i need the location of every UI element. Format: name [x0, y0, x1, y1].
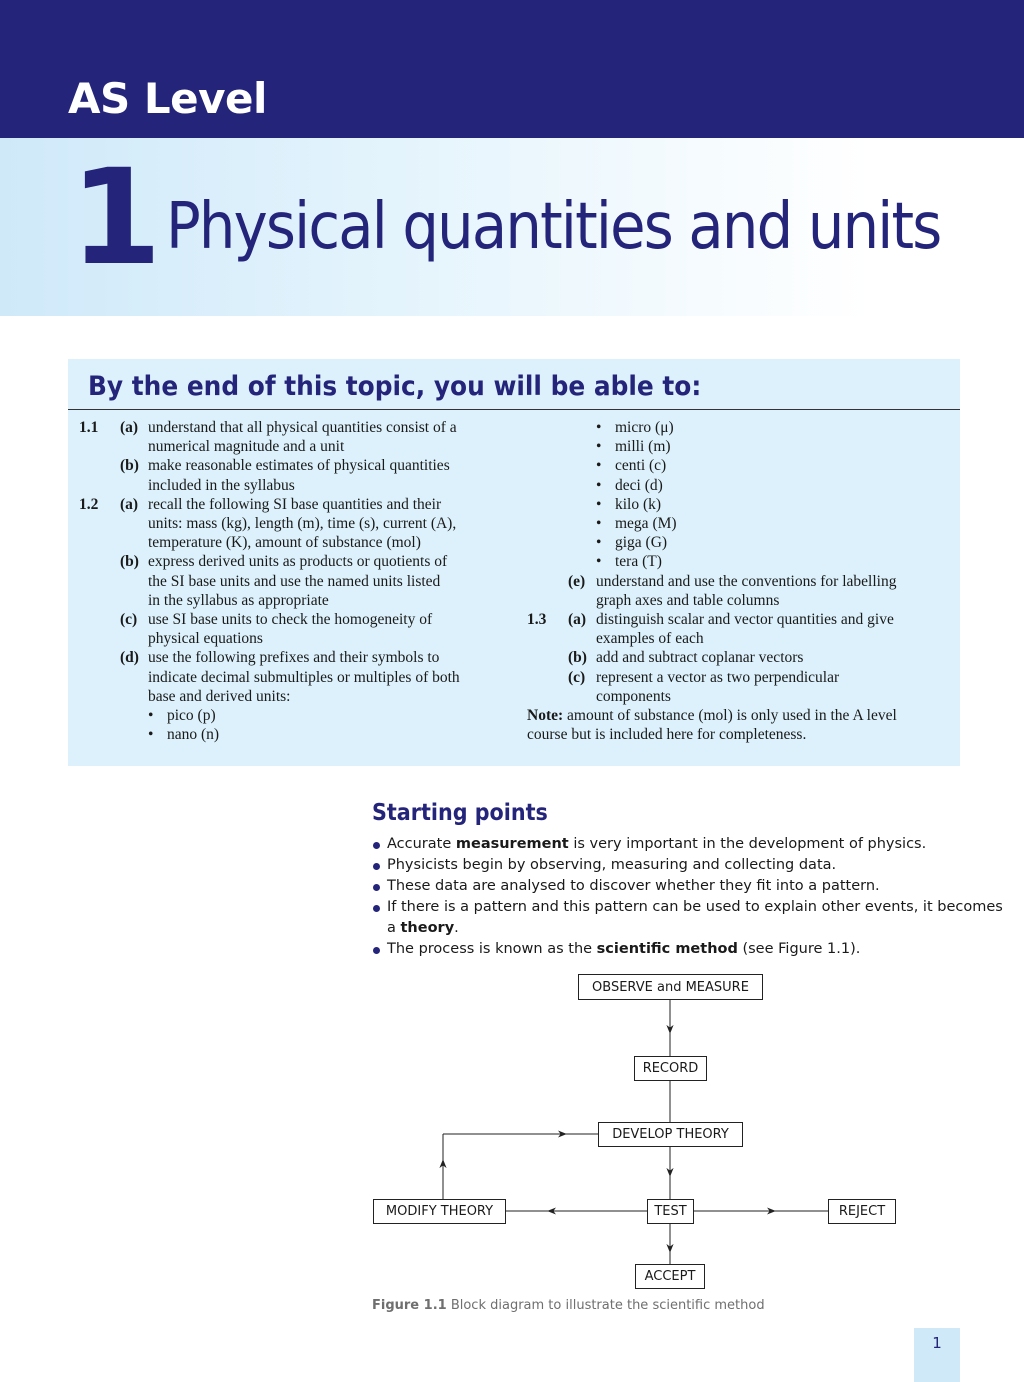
- key-term: theory: [400, 920, 455, 936]
- text-span: a: [387, 920, 401, 936]
- learning-objectives-box: [68, 359, 960, 766]
- starting-point-text: [387, 876, 880, 897]
- objective-text: the SI base units and use the named units listed: [148, 572, 441, 590]
- objective-text: base and derived units:: [148, 687, 291, 705]
- text-span: (see Figure 1.1).: [737, 941, 861, 957]
- modify-theory-box: MODIFY THEORY: [373, 1199, 506, 1224]
- figure-label: Figure 1.1: [372, 1298, 447, 1313]
- observe-measure-box: OBSERVE and MEASURE: [578, 974, 763, 1000]
- prefix-bullet: •: [596, 438, 602, 456]
- objective-text: make reasonable estimates of physical quantities: [148, 457, 450, 475]
- bullet-icon: [373, 947, 380, 954]
- develop-theory-box: DEVELOP THEORY: [598, 1122, 743, 1147]
- figure-caption: [372, 1298, 765, 1313]
- prefix-bullet: •: [148, 726, 154, 744]
- reject-box: REJECT: [828, 1199, 896, 1224]
- text-span: Physicists begin by observing, measuring and collecting data.: [387, 857, 837, 873]
- prefix-item: micro (μ): [615, 419, 674, 436]
- objective-text: included in the syllabus: [148, 476, 295, 494]
- note-label: Note:: [527, 707, 564, 724]
- objective-letter: (e): [568, 572, 586, 590]
- prefix-bullet: •: [596, 476, 602, 494]
- record-box: RECORD: [634, 1056, 707, 1081]
- prefix-bullet: •: [596, 534, 602, 552]
- objective-text: use the following prefixes and their symbols to: [148, 649, 440, 667]
- prefix-bullet: •: [148, 707, 154, 724]
- objectives-divider: [68, 409, 960, 410]
- objective-text: understand that all physical quantities consist of a: [148, 419, 457, 436]
- prefix-item: giga (G): [615, 534, 668, 552]
- objective-letter: (d): [120, 649, 139, 667]
- prefix-item: tera (T): [615, 553, 662, 571]
- prefix-item: kilo (k): [615, 495, 662, 513]
- accept-box: ACCEPT: [635, 1264, 705, 1289]
- objective-text: numerical magnitude and a unit: [148, 438, 345, 456]
- text-span: These data are analysed to discover whether they fit into a pattern.: [387, 878, 880, 894]
- chapter-number: 1: [70, 141, 162, 295]
- prefix-item: milli (m): [615, 438, 671, 456]
- objective-text: physical equations: [148, 630, 263, 648]
- chapter-title: Physical quantities and units: [166, 190, 941, 264]
- starting-point-text: [387, 939, 860, 960]
- note-line: [527, 706, 897, 725]
- bullet-icon: [373, 842, 380, 849]
- prefix-bullet: •: [596, 553, 602, 571]
- objective-letter: (b): [568, 649, 587, 667]
- text-span: If there is a pattern and this pattern can be used to explain other events, it becomes: [387, 899, 1003, 915]
- starting-point-text: [387, 834, 926, 855]
- objective-text: indicate decimal submultiples or multiples of both: [148, 668, 460, 686]
- objective-letter: (c): [120, 611, 138, 628]
- prefix-item: pico (p): [167, 707, 216, 724]
- starting-points-heading: Starting points: [372, 800, 548, 826]
- objective-text: understand and use the conventions for labelling: [596, 572, 897, 590]
- prefix-item: nano (n): [167, 726, 220, 744]
- bullet-icon: [373, 905, 380, 912]
- prefix-item: centi (c): [615, 457, 667, 475]
- objective-text: graph axes and table columns: [596, 591, 780, 609]
- note-text: amount of substance (mol) is only used in the A level: [567, 707, 897, 724]
- chapter-title-band: [0, 138, 1024, 316]
- objective-text: express derived units as products or quotients of: [148, 553, 448, 571]
- key-term: scientific method: [596, 941, 738, 957]
- objective-number: 1.1: [79, 419, 99, 436]
- objective-number: 1.3: [527, 611, 547, 628]
- objectives-heading: By the end of this topic, you will be able to:: [88, 371, 702, 402]
- objective-letter: (c): [568, 668, 586, 686]
- prefix-bullet: •: [596, 457, 602, 475]
- note-line: course but is included here for completeness.: [527, 726, 807, 744]
- page-number: 1: [932, 1334, 942, 1352]
- bullet-icon: [373, 884, 380, 891]
- text-span: is very important in the development of physics.: [568, 836, 927, 852]
- objective-letter: (a): [120, 495, 139, 513]
- text-span: The process is known as the: [387, 941, 597, 957]
- page-number-box: [914, 1328, 960, 1382]
- prefix-bullet: •: [596, 495, 602, 513]
- objective-text: add and subtract coplanar vectors: [596, 649, 804, 667]
- objective-text: temperature (K), amount of substance (mol): [148, 534, 421, 552]
- prefix-item: deci (d): [615, 476, 663, 494]
- objective-letter: (b): [120, 457, 139, 475]
- objective-text: in the syllabus as appropriate: [148, 591, 329, 609]
- figure-caption-text: Block diagram to illustrate the scientific method: [450, 1298, 765, 1313]
- prefix-bullet: •: [596, 419, 602, 436]
- prefix-item: mega (M): [615, 515, 677, 532]
- level-label: AS Level: [68, 74, 267, 123]
- objective-letter: (b): [120, 553, 139, 571]
- test-box: TEST: [647, 1199, 694, 1224]
- starting-point-text: [387, 918, 459, 939]
- objective-number: 1.2: [79, 495, 99, 513]
- bullet-icon: [373, 863, 380, 870]
- objective-text: units: mass (kg), length (m), time (s), current (A),: [148, 515, 457, 532]
- objective-text: distinguish scalar and vector quantities and give: [596, 611, 894, 628]
- objective-text: examples of each: [596, 630, 704, 648]
- key-term: measurement: [455, 836, 569, 852]
- starting-point-text: [387, 897, 1003, 918]
- starting-point-text: [387, 855, 836, 876]
- chapter-header-band: [0, 0, 1024, 138]
- prefix-bullet: •: [596, 515, 602, 532]
- objective-letter: (a): [120, 419, 139, 436]
- text-span: .: [454, 920, 459, 936]
- objective-text: represent a vector as two perpendicular: [596, 668, 840, 686]
- objective-letter: (a): [568, 611, 587, 628]
- text-span: Accurate: [387, 836, 456, 852]
- objective-text: recall the following SI base quantities and their: [148, 495, 442, 513]
- objective-text: use SI base units to check the homogeneity of: [148, 611, 433, 628]
- objective-text: components: [596, 687, 671, 705]
